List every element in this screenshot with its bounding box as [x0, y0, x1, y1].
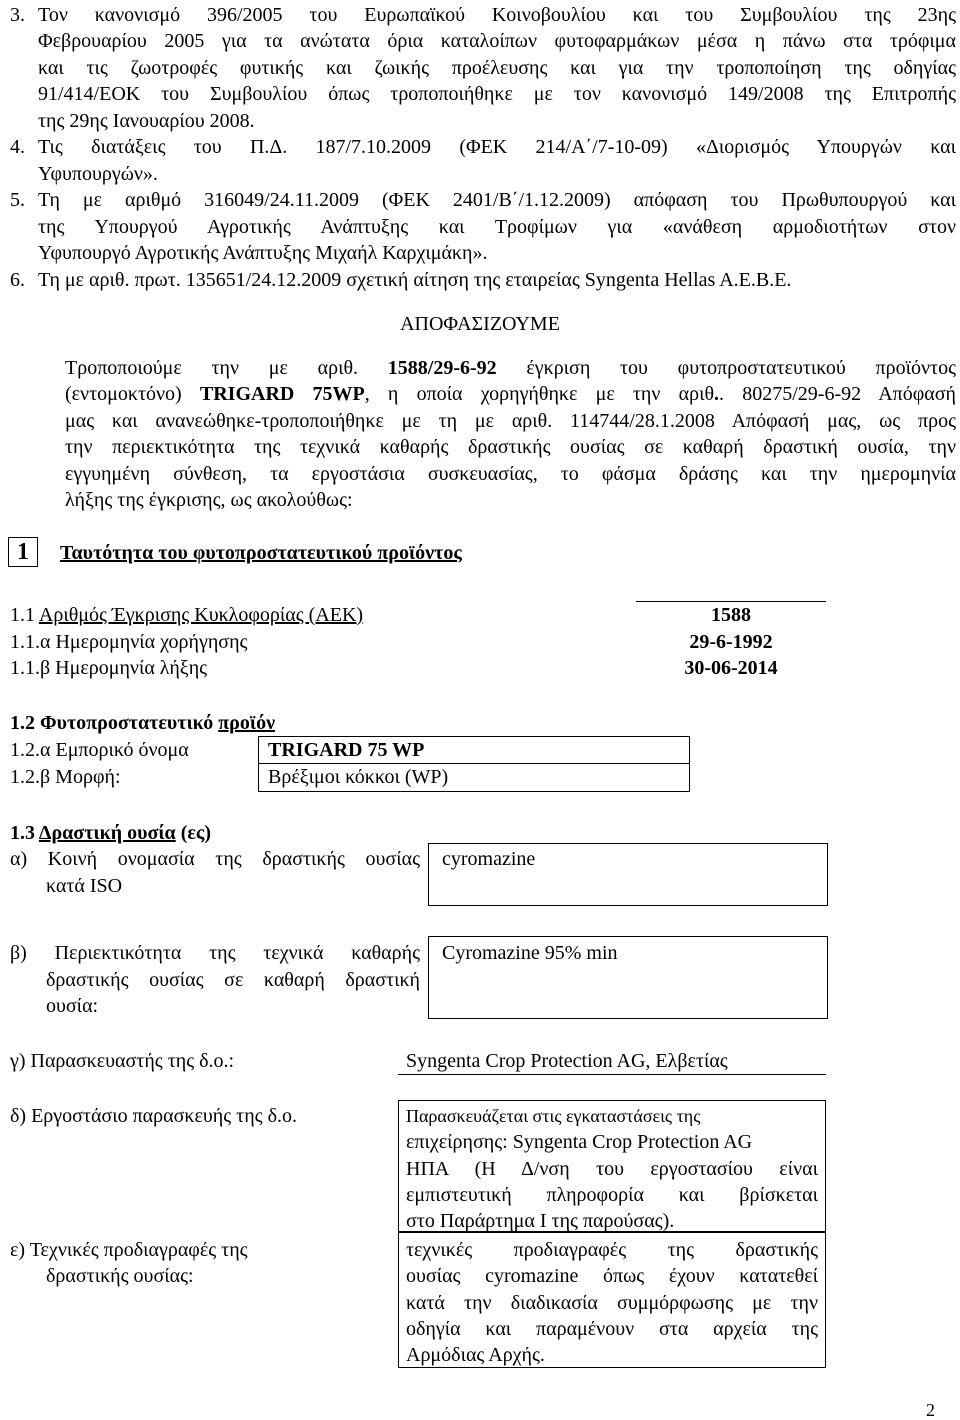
plant-value-line: στο Παράρτημα Ι της παρούσας). [406, 1210, 675, 1232]
spec-value-line: Αρμόδιας Αρχής. [406, 1344, 545, 1366]
plant-value-line: επιχείρησης: Syngenta Crop Protection AG [406, 1131, 753, 1153]
plant-value-line: ΗΠΑ (Η Δ/νση του εργοστασίου είναι [406, 1158, 818, 1180]
item-number: 6. [10, 269, 25, 291]
spec-value-line: οδηγία και παραμένουν στα αρχεία της [406, 1318, 818, 1340]
spec-value-line: τεχνικές προδιαγραφές της δραστικής [406, 1239, 818, 1261]
text-line: Φεβρουαρίου 2005 για τα ανώτατα όρια καταλοίπων φυτοφαρμάκων μέσα η πάνω στα τρόφιμα [38, 30, 956, 52]
purity-value: Cyromazine 95% min [442, 942, 618, 964]
text-line: Υφυπουργό Αγροτικής Ανάπτυξης Μιχαήλ Καρχιμάκη». [38, 242, 488, 264]
text-line: Τον κανονισμό 396/2005 του Ευρωπαϊκού Κοινοβουλίου και του Συμβουλίου της 23ης [38, 4, 956, 26]
common-name-label-cont: κατά ISO [46, 875, 123, 897]
product-heading: 1.2 Φυτοπροστατευτικό προϊόν [10, 712, 275, 734]
section-title: Ταυτότητα του φυτοπροστατευτικού προϊόντος [60, 542, 462, 564]
manufacturer-label: γ) Παρασκευαστής της δ.ο.: [10, 1050, 235, 1072]
item-number: 4. [10, 136, 25, 158]
plant-value-line: εμπιστευτική πληροφορία και βρίσκεται [406, 1184, 818, 1206]
text-line: Τη με αριθ. πρωτ. 135651/24.12.2009 σχετική αίτηση της εταιρείας Syngenta Hellas A.E.B.E. [38, 269, 792, 291]
common-name-value: cyromazine [442, 848, 536, 870]
spec-label-cont: δραστικής ουσίας: [46, 1265, 194, 1287]
text-line: της Υπουργού Αγροτικής Ανάπτυξης και Τροφίμων για «ανάθεση αρμοδιοτήτων στον [38, 216, 956, 238]
grant-date-label: 1.1.α Ημερομηνία χορήγησης [10, 631, 248, 653]
purity-label: β) Περιεκτικότητα της τεχνικά καθαρής [10, 942, 420, 964]
section-number: 1 [17, 539, 29, 565]
aek-label: 1.1 Αριθμός Έγκρισης Κυκλοφορίας (ΑΕΚ) [10, 604, 364, 626]
item-number: 5. [10, 189, 25, 211]
common-name-label: α) Κοινή ονομασία της δραστικής ουσίας [10, 848, 420, 870]
plant-value-line: Παρασκευάζεται στις εγκαταστάσεις της [406, 1106, 701, 1126]
expiry-date-label: 1.1.β Ημερομηνία λήξης [10, 657, 208, 679]
text-line: Υφυπουργών». [38, 163, 158, 185]
item-number: 3. [10, 4, 25, 26]
text-line: μας και ανανεώθηκε-τροποποιήθηκε με τη με αριθ. 114744/28.1.2008 Απόφασή μας, ως προς [65, 410, 956, 432]
aek-value: 1588 [711, 604, 751, 626]
trade-name-label: 1.2.α Εμπορικό όνομα [10, 739, 189, 761]
expiry-date-value: 30-06-2014 [684, 657, 778, 679]
text-line: και τις ζωοτροφές φυτικής και ζωικής προέλευσης και για την τροποποίηση της οδηγίας [38, 57, 956, 79]
spec-label: ε) Τεχνικές προδιαγραφές της [10, 1239, 248, 1261]
text-line: εγγυημένη σύνθεση, τα εργοστάσια συσκευασίας, το φάσμα δράσης και την ημερομηνία [65, 463, 956, 485]
text-line: Τις διατάξεις του Π.Δ. 187/7.10.2009 (ΦΕΚ 214/Α΄/7-10-09) «Διορισμός Υπουργών και [38, 136, 956, 158]
text-line: (εντομοκτόνο) TRIGARD 75WP, η οποία χορηγήθηκε με την αριθ.. 80275/29-6-92 Απόφασή [65, 383, 956, 405]
trade-name-value: TRIGARD 75 WP [268, 739, 425, 761]
text-line: Τη με αριθμό 316049/24.11.2009 (ΦΕΚ 2401/Β΄/1.12.2009) απόφαση του Πρωθυπουργού και [38, 189, 956, 211]
spec-value-line: κατά την διαδικασία συμμόρφωσης με την [406, 1292, 818, 1314]
purity-label-cont: ουσία: [46, 995, 99, 1017]
grant-date-value: 29-6-1992 [689, 631, 773, 653]
form-value: Βρέξιμοι κόκκοι (WP) [268, 766, 449, 788]
manufacturer-value: Syngenta Crop Protection AG, Ελβετίας [406, 1050, 728, 1072]
text-line: της 29ης Ιανουαρίου 2008. [38, 110, 255, 132]
active-heading: 1.3 Δραστική ουσία (ες) [10, 822, 212, 844]
form-label: 1.2.β Μορφή: [10, 766, 121, 788]
purity-label-cont: δραστικής ουσίας σε καθαρή δραστική [46, 969, 420, 991]
text-line: Τροποποιούμε την με αριθ. 1588/29-6-92 έγκριση του φυτοπροστατευτικού προϊόντος [65, 357, 956, 379]
spec-value-line: ουσίας cyromazine όπως έχουν κατατεθεί [406, 1265, 818, 1287]
page-number: 2 [926, 1400, 935, 1420]
plant-label: δ) Εργοστάσιο παρασκευής της δ.ο. [10, 1105, 297, 1127]
text-line: λήξης της έγκρισης, ως ακολούθως: [65, 489, 353, 511]
text-line: 91/414/ΕΟΚ του Συμβουλίου όπως τροποποιήθηκε με τον κανονισμό 149/2008 της Επιτροπής [38, 83, 956, 105]
text-line: την περιεκτικότητα της τεχνικά καθαρής δραστικής ουσίας σε καθαρή δραστική ουσία, την [65, 436, 956, 458]
decision-heading: ΑΠΟΦΑΣΙΖΟΥΜΕ [400, 313, 560, 335]
